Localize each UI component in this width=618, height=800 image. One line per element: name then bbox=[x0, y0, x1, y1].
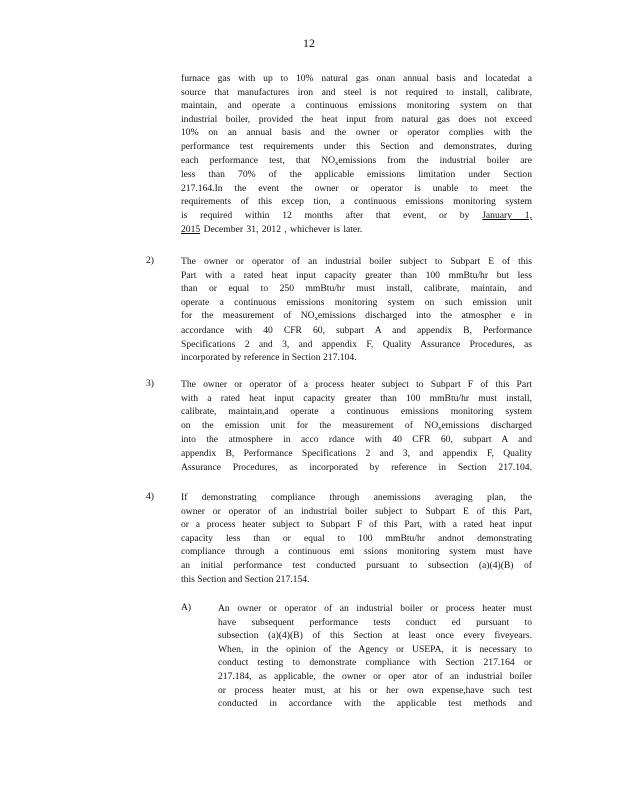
text-line: capacity less than or equal to 100 mmBtu/hr andnot demonstrating bbox=[181, 532, 532, 544]
text-line-date bbox=[181, 209, 532, 223]
text-line: this Section and Section 217.154. bbox=[181, 573, 310, 585]
deleted-date: January 1, bbox=[482, 209, 532, 221]
text-line: source that manufactures iron and steel is not required to install, calibrate, bbox=[181, 86, 532, 98]
text-line: If demonstrating compliance through anemissions averaging plan, the bbox=[181, 492, 532, 503]
subitem-letter: A) bbox=[181, 602, 192, 613]
text-line: 217.184, as applicable, the owner or oper ator of an industrial boiler bbox=[218, 670, 532, 682]
text-line: conduct testing to demonstrate compliance with Section 217.164 or bbox=[218, 657, 532, 669]
paragraph-continuation bbox=[181, 72, 532, 236]
text-line: Part with a rated heat input capacity greater than 100 mmBtu/hr but less bbox=[181, 269, 532, 281]
page-number: 12 bbox=[303, 36, 315, 50]
text-line-nox bbox=[181, 154, 532, 169]
text-line: less than 70% of the applicable emissions limitation under Section bbox=[181, 169, 532, 181]
text-line-nox bbox=[181, 419, 532, 434]
item-number: 2) bbox=[146, 255, 154, 266]
text-line: conducted in accordance with the applicable test methods and bbox=[218, 698, 532, 710]
text-line: than or equal to 250 mmBtu/hr must install, calibrate, maintain, and bbox=[181, 283, 532, 295]
text-line: The owner or operator of a process heater subject to Subpart F of this Part bbox=[181, 379, 532, 390]
text-line: or a process heater subject to Subpart F of this Part, with a rated heat input bbox=[181, 519, 532, 531]
text-line: An owner or operator of an industrial boiler or process heater must bbox=[218, 603, 532, 614]
nox-subscript: x bbox=[314, 315, 318, 323]
subitem-A-text bbox=[218, 602, 532, 711]
text-line: an initial performance test conducted pursuant to subsection (a)(4)(B) of bbox=[181, 559, 532, 571]
new-date: December 31, 2012 , whichever is later. bbox=[203, 223, 363, 235]
text-line: or process heater must, at his or her own expense,have such test bbox=[218, 684, 532, 696]
item-4-text bbox=[181, 491, 532, 586]
text-line: When, in the opinion of the Agency or USEPA, it is necessary to bbox=[218, 643, 532, 655]
text-line: industrial boiler, provided the heat input from natural gas does not exceed bbox=[181, 113, 532, 125]
item-number: 3) bbox=[146, 378, 154, 389]
text-line: appendix B, Performance Specifications 2 and 3, and appendix F, Quality bbox=[181, 447, 532, 459]
nox-subscript: x bbox=[335, 159, 339, 167]
text-line: calibrate, maintain,and operate a continuous emissions monitoring system bbox=[181, 406, 532, 418]
text-line: Specifications 2 and 3, and appendix F, Quality Assurance Procedures, as bbox=[181, 338, 532, 350]
text-line: compliance through a continuous emi ssions monitoring system must have bbox=[181, 546, 532, 558]
text-line: into the atmosphere in acco rdance with 40 CFR 60, subpart A and bbox=[181, 434, 532, 446]
text-fragment: on the emission unit for the measurement of NO bbox=[181, 419, 439, 431]
text-line-new-date bbox=[181, 223, 532, 237]
text-line: owner or operator of an industrial boiler subject to Subpart E of this Part, bbox=[181, 505, 532, 517]
deleted-year: 2015 bbox=[181, 223, 201, 235]
text-line: operate a continuous emissions monitoring system on such emission unit bbox=[181, 296, 532, 308]
text-fragment: emissions discharged bbox=[441, 419, 532, 431]
item-3-text bbox=[181, 378, 532, 474]
text-line: requirements of this excep tion, a continuous emissions monitoring system bbox=[181, 196, 532, 208]
nox-subscript: x bbox=[438, 424, 442, 432]
text-line: The owner or operator of an industrial boiler subject to Subpart E of this bbox=[181, 256, 532, 267]
text-fragment: is required within 12 months after that event, or by bbox=[181, 209, 470, 221]
text-line: maintain, and operate a continuous emissions monitoring system on that bbox=[181, 100, 532, 112]
text-line: incorporated by reference in Section 217.104. bbox=[181, 352, 357, 364]
text-fragment: for the measurement of NO bbox=[181, 310, 315, 322]
text-line: performance test requirements under this Section and demonstrates, during bbox=[181, 140, 532, 152]
text-line-nox bbox=[181, 309, 532, 324]
text-line: furnace gas with up to 10% natural gas onan annual basis and locatedat a bbox=[181, 73, 532, 84]
text-fragment: each performance test, that NO bbox=[181, 154, 336, 166]
text-line: with a rated heat input capacity greater than 100 mmBtu/hr must install, bbox=[181, 392, 532, 404]
text-line: 10% on an annual basis and the owner or operator complies with the bbox=[181, 127, 532, 139]
text-line: have subsequent performance tests conduct ed pursuant to bbox=[218, 616, 532, 628]
item-2-text bbox=[181, 255, 532, 365]
text-line: accordance with 40 CFR 60, subpart A and appendix B, Performance bbox=[181, 324, 532, 336]
item-number: 4) bbox=[146, 491, 154, 502]
text-fragment: emissions from the industrial boiler are bbox=[338, 154, 532, 166]
text-line: 217.164.In the event the owner or operator is unable to meet the bbox=[181, 182, 532, 194]
text-line: subsection (a)(4)(B) of this Section at least once every fiveyears. bbox=[218, 630, 532, 642]
text-line: Assurance Procedures, as incorporated by reference in Section 217.104. bbox=[181, 461, 532, 473]
text-fragment: emissions discharged into the atmospher e in bbox=[317, 310, 533, 322]
